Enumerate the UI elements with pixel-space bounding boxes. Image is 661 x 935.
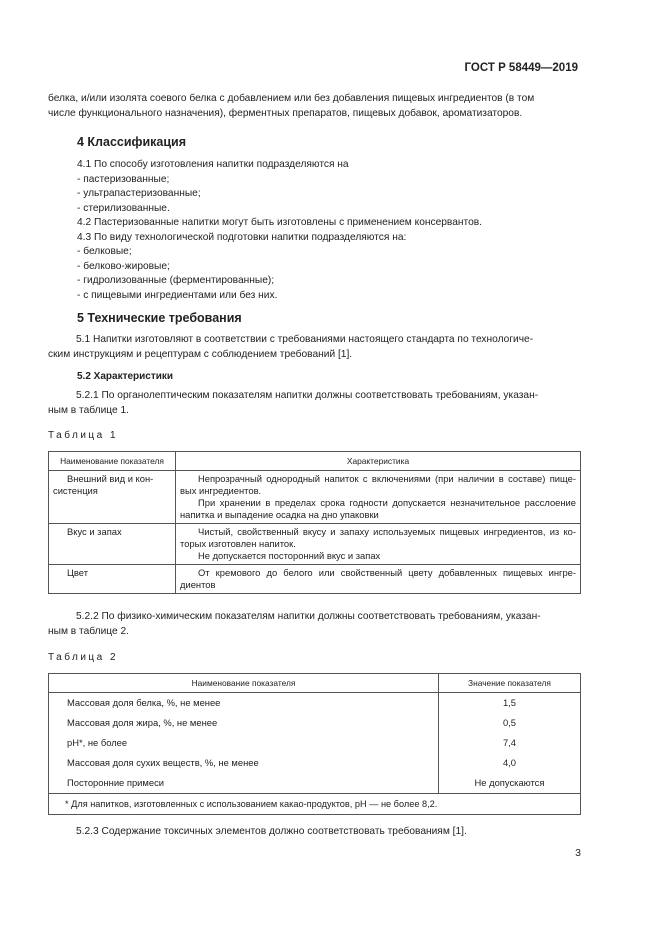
- table-row: [49, 753, 581, 773]
- p523-line: 5.2.3 Содержание токсичных элементов должно соответствовать требованиям [1].: [76, 826, 467, 837]
- p521-line-1: 5.2.1 По органолептическим показателям напитки должны соответствовать требованиям, указан-: [76, 390, 539, 401]
- table-1-caption: Таблица 1: [48, 430, 119, 441]
- table-row: [49, 733, 581, 753]
- cell-value: 0,5: [439, 713, 581, 733]
- paragraph-5-2-3: [48, 825, 581, 840]
- cell-name: Массовая доля жира, %, не менее: [49, 713, 439, 733]
- cell-name: pH*, не более: [49, 733, 439, 753]
- list-item: - пастеризованные;: [77, 173, 170, 185]
- table-1-row-1-value: [176, 471, 581, 524]
- table-row: [49, 773, 581, 794]
- cell-text: Цвет: [67, 567, 89, 578]
- table-1-row-2-name: [49, 524, 176, 565]
- table-1: [48, 451, 581, 594]
- page-number: 3: [575, 847, 581, 859]
- p522-line-1: 5.2.2 По физико-химическим показателям напитки должны соответствовать требованиям, указан-: [76, 611, 541, 622]
- section-5-title: 5 Технические требования: [77, 311, 242, 325]
- paragraph-5-2-2: [48, 610, 581, 639]
- list-item: - белковые;: [77, 246, 132, 257]
- list-item: - ультрапастеризованные;: [77, 188, 201, 199]
- cell-name: Массовая доля сухих веществ, %, не менее: [49, 753, 439, 773]
- table-1-row-3-value: [176, 565, 581, 594]
- table-1-header-char: Характеристика: [176, 452, 581, 471]
- p51-line-2: ским инструкциям и рецептурам с соблюдением требований [1].: [48, 348, 353, 360]
- list-item: 4.2 Пастеризованные напитки могут быть изготовлены с применением консервантов.: [77, 217, 482, 228]
- section-4-title: 4 Классификация: [77, 135, 187, 149]
- table-row: [49, 471, 581, 524]
- table-2-footnote-row: [49, 794, 581, 815]
- list-item: 4.1 По способу изготовления напитки подразделяются на: [77, 159, 349, 170]
- table-row: [49, 713, 581, 733]
- cell-text: Вкус и запах: [67, 526, 122, 537]
- intro-paragraph: [48, 92, 581, 121]
- table-footnote: * Для напитков, изготовленных с использованием какао-продуктов, pH — не более 8,2.: [49, 794, 581, 815]
- list-item: 4.3 По виду технологической подготовки напитки подразделяются на:: [77, 231, 407, 243]
- table-2: [48, 673, 581, 815]
- cell-text: Внешний вид и кон-: [67, 473, 154, 484]
- subsection-5-2-title: 5.2 Характеристики: [77, 371, 174, 382]
- intro-line-2: числе функционального назначения), ферментных препаратов, пищевых добавок, ароматизаторов.: [48, 107, 523, 119]
- section-4-list: [77, 158, 582, 303]
- list-item: - гидролизованные (ферментированные);: [77, 275, 275, 286]
- cell-value: 1,5: [439, 693, 581, 714]
- cell-text: При хранении в пределах срока годности допускается незначительное расслоение напитка и выпадение осадка на дно упаковки: [180, 497, 576, 520]
- table-1-header-name: Наименование показателя: [49, 452, 176, 471]
- cell-name: Массовая доля белка, %, не менее: [49, 693, 439, 714]
- cell-value: 4,0: [439, 753, 581, 773]
- list-item: - с пищевыми ингредиентами или без них.: [77, 289, 278, 301]
- cell-name: Посторонние примеси: [49, 773, 439, 794]
- table-2-header-name: Наименование показателя: [49, 674, 439, 693]
- table-1-row-2-value: [176, 524, 581, 565]
- cell-text: систенция: [53, 485, 98, 496]
- table-2-header-value: Значение показателя: [439, 674, 581, 693]
- table-row: [49, 565, 581, 594]
- cell-value: Не допускаются: [439, 773, 581, 794]
- cell-text: От кремового до белого или свойственный цвету добавленных пищевых ингре-диентов: [180, 567, 576, 590]
- cell-value: 7,4: [439, 733, 581, 753]
- table-1-row-3-name: [49, 565, 176, 594]
- cell-text: Непрозрачный однородный напиток с включениями (при наличии в составе) пище-вых ингредиентов.: [180, 473, 576, 496]
- cell-text: Не допускается посторонний вкус и запах: [198, 550, 381, 561]
- table-1-row-1-name: [49, 471, 176, 524]
- cell-text: Чистый, свойственный вкусу и запаху используемых пищевых ингредиентов, из ко-торых изготовлен напиток.: [180, 526, 576, 549]
- table-2-caption: Таблица 2: [48, 652, 119, 663]
- paragraph-5-2-1: [48, 389, 581, 418]
- p521-line-2: ным в таблице 1.: [48, 404, 129, 416]
- list-item: - стерилизованные.: [77, 202, 170, 214]
- p522-line-2: ным в таблице 2.: [48, 625, 129, 637]
- table-row: [49, 524, 581, 565]
- table-row: [49, 693, 581, 714]
- p51-line-1: 5.1 Напитки изготовляют в соответствии с требованиями настоящего стандарта по технологиче-: [76, 334, 534, 345]
- paragraph-5-1: [48, 333, 581, 362]
- list-item: - белково-жировые;: [77, 260, 170, 272]
- standard-header: ГОСТ Р 58449—2019: [464, 62, 578, 74]
- intro-line-1: белка, и/или изолята соевого белка с добавлением или без добавления пищевых ингредиентов (в том: [48, 93, 535, 104]
